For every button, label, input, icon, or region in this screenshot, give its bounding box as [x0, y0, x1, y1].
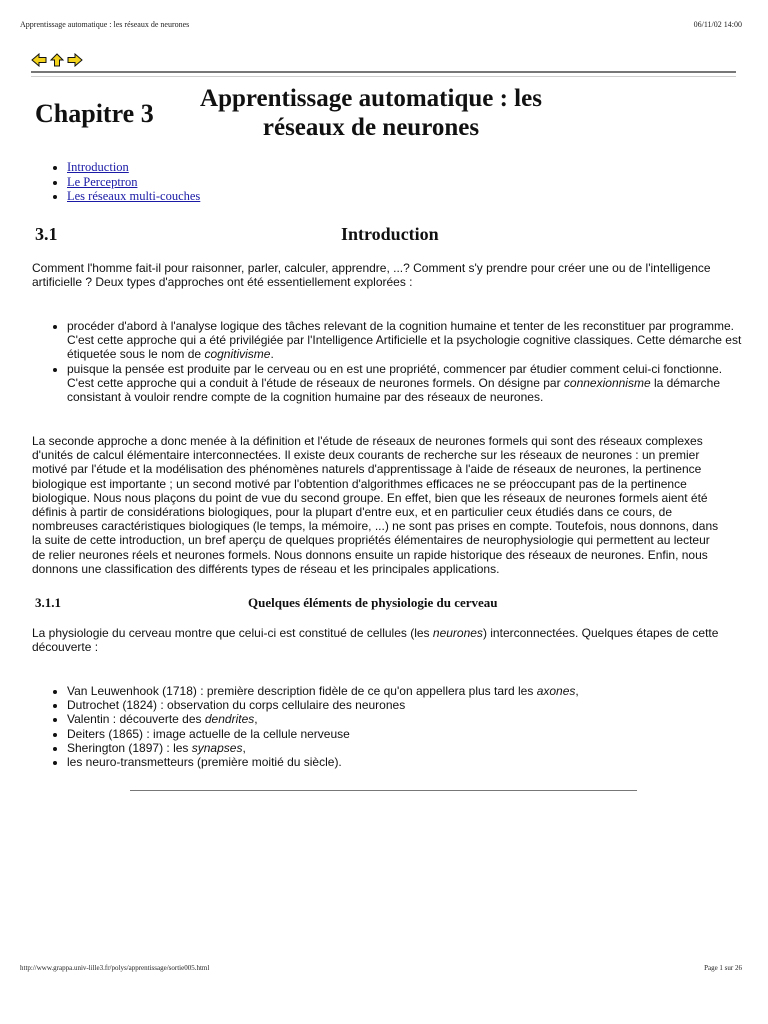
history-term: synapses [191, 740, 243, 755]
history-term: dendrites [204, 712, 255, 727]
history-list [49, 684, 667, 769]
history-text: les neuro-transmetteurs (première moitié du siècle). [67, 755, 342, 770]
bottom-divider [130, 790, 637, 791]
navigation-bar [31, 53, 83, 67]
toc-link-perceptron[interactable]: Le Perceptron [67, 174, 138, 189]
history-text: Dutrochet (1824) : observation du corps cellulaire des neurones [67, 698, 406, 713]
physiology-term: neurones [432, 626, 483, 640]
top-divider [31, 71, 736, 77]
history-item [67, 755, 667, 769]
print-header-title: Apprentissage automatique : les réseaux de neurones [20, 20, 190, 29]
subsection-title: Quelques éléments de physiologie du cerveau [248, 595, 498, 610]
approach-after: . [270, 347, 274, 362]
history-after: , [575, 684, 579, 698]
section-title: Introduction [341, 224, 439, 244]
approach-text: puisque la pensée est produite par le cerveau ou en est une propriété, commencer par étudier comment celui-ci fonctionne. C'est cette approche qui a conduit à l'étude de réseaux de neurones formels. On désigne par [67, 361, 723, 390]
approach-term: connexionnisme [563, 375, 651, 390]
toc-item-perceptron [67, 175, 200, 190]
print-footer-url: http://www.grappa.univ-lille3.fr/polys/apprentissage/sortie005.html [20, 964, 210, 972]
print-header [20, 20, 742, 32]
history-after: , [254, 712, 258, 727]
up-arrow-icon[interactable] [49, 53, 65, 67]
physiology-after: ) interconnectées. Quelques étapes de cette découverte : [32, 626, 719, 655]
section-number: 3.1 [35, 224, 58, 244]
next-arrow-icon[interactable] [67, 53, 83, 67]
history-text: Sherington (1897) : les [67, 740, 192, 755]
history-after: , [242, 740, 246, 755]
intro-paragraph: Comment l'homme fait-il pour raisonner, parler, calculer, apprendre, ...? Comment s'y prendre pour créer une ou de l'intelligence artificielle ? Deux types d'approches ont été essentiellement explorées : [32, 261, 711, 290]
physiology-paragraph [32, 626, 722, 654]
history-item [67, 712, 667, 726]
history-text: Van Leuwenhook (1718) : première description fidèle de ce qu'on appellera plus tard les [67, 684, 537, 698]
approaches-list [49, 319, 747, 404]
approach-term: cognitivisme [204, 347, 271, 362]
toc-item-introduction [67, 160, 200, 175]
history-term: axones [536, 684, 576, 698]
subsection-number: 3.1.1 [35, 595, 61, 610]
approach-item [67, 319, 747, 362]
approach-item [67, 362, 747, 405]
toc-link-multilayer[interactable]: Les réseaux multi-couches [67, 189, 201, 203]
print-footer-page: Page 1 sur 26 [704, 964, 742, 972]
history-item [67, 741, 667, 755]
table-of-contents [49, 160, 200, 204]
print-footer [20, 964, 742, 976]
print-header-datetime: 06/11/02 14:00 [693, 20, 742, 29]
second-approach-paragraph: La seconde approche a donc menée à la définition et l'étude de réseaux de neurones formels qui sont des réseaux complexes d'unités de calcul élémentaire interconnectées. Il existe deux courants de recherche sur les réseaux de neurones : un premier motivé par l'étude et la modélisation des phénomènes naturels d'apprentissage à l'aide de réseaux de neurones, la pertinence biologique est importante ; un second motivé par l'obtention d'algorithmes efficaces ne se préoccupant pas de la pertinence biologique. Nous nous plaçons du point de vue du second groupe. En effet, bien que les réseaux de neurones formels aient été définis à partir de considérations biologiques, pour la plupart d'entre eux, et en particulier ceux étudiés dans ce cours, de nombreuses caractéristiques biologiques (le temps, la mémoire, ...) ne sont pas prises en compte. Toutefois, nous donnons, dans la suite de cette introduction, un bref aperçu de quelques propriétés élémentaires de neurophysiologie qui permettent au lecteur de relier neurones réels et neurones formels. Nous donnons ensuite un rapide historique des réseaux de neurones. Enfin, nous donnons une classification des différents types de réseau et les principales applications. [32, 434, 719, 576]
approach-text: procéder d'abord à l'analyse logique des tâches relevant de la cognition humaine et tenter de les reconstituer par programme. C'est cette approche qui a été privilégiée par l'Intelligence Artificielle et la psychologie cognitive classiques. Cette démarche est étiquetée sous le nom de [67, 319, 742, 362]
toc-item-multilayer [67, 189, 200, 204]
history-text: Deiters (1865) : image actuelle de la cellule nerveuse [67, 726, 350, 741]
prev-arrow-icon[interactable] [31, 53, 47, 67]
chapter-label: Chapitre 3 [35, 99, 154, 128]
approach-after: la démarche consistant à vouloir rendre compte de la cognition humaine par des réseaux de neurones. [67, 375, 720, 405]
history-item [67, 727, 667, 741]
history-text: Valentin : découverte des [67, 712, 205, 727]
physiology-before: La physiologie du cerveau montre que celui-ci est constitué de cellules (les [32, 626, 433, 640]
toc-link-introduction[interactable]: Introduction [67, 160, 129, 174]
chapter-title: Apprentissage automatique : les réseaux de neurones [200, 85, 542, 141]
history-item [67, 684, 667, 698]
history-item [67, 698, 667, 712]
